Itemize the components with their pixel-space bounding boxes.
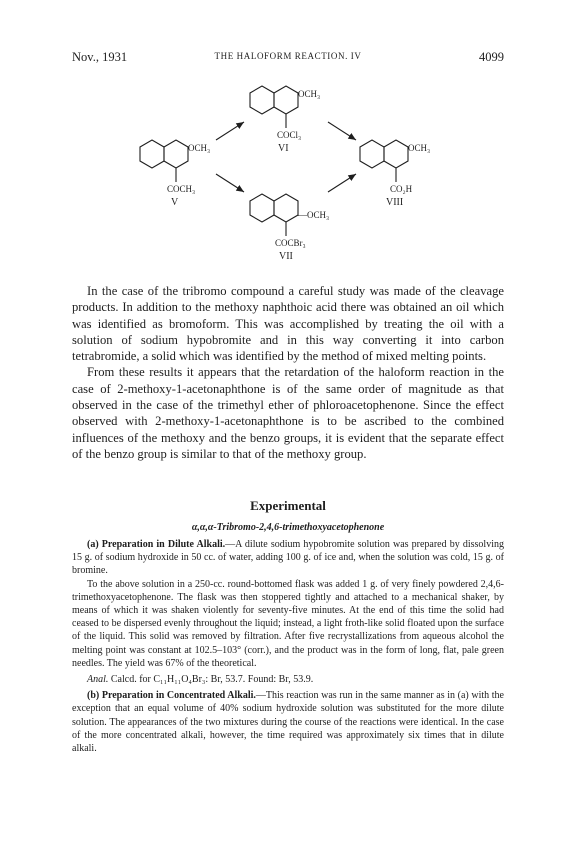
arrow-v-to-vii [216,174,244,192]
arrow-vi-to-viii [328,122,356,140]
arrow-v-to-vi [216,122,244,140]
reaction-scheme [120,82,460,274]
compound-viii-structure [360,140,408,182]
compound-v-acetyl: COCH₃ [167,184,196,194]
compound-vi-group: COCl₃ [277,130,302,140]
compound-viii-acid: CO₂H [390,184,413,194]
part-a-heading: (a) Preparation in Dilute Alkali. [87,539,226,550]
paragraph-bromoform: In the case of the tribromo compound a careful study was made of the cleavage products. In addition to the methoxy naphthoic acid there was obtained an oil which was identified as bromoform. This was accomplished by treating the oil with a solution of sodium hypobromite and in this way converting it into carbon tetrabromide, a solid which was identified by the method of mixed melting points. [72,284,504,364]
part-b-paragraph [72,689,504,755]
part-a-paragraph [72,538,504,578]
compound-vii-methoxy: —OCH₃ [298,210,330,220]
part-a-text: —A dilute sodium hypobromite solution was prepared by dissolving 15 g. of sodium hydroxide in 50 cc. of water, adding 100 g. of ice and, when the solution was cold, 15 g. of bromine. [72,539,504,577]
arrow-vii-to-viii [328,174,356,192]
part-b-heading: (b) Preparation in Concentrated Alkali. [87,690,256,702]
journal-date: Nov., 1931 [72,50,128,64]
compound-title: α,α,α-Tribromo-2,4,6-trimethoxyacetophenone [191,522,385,533]
experimental-section [72,498,504,755]
compound-v-methoxy: OCH₃ [188,143,211,153]
compound-vi-structure [250,86,298,128]
compound-vi-label: VI [278,143,289,154]
compound-viii-label: VIII [386,197,404,208]
analysis-label: Anal. [87,674,109,686]
analysis-line [72,673,504,686]
experimental-heading: Experimental [250,498,326,513]
part-b-text: —This reaction was run in the same manner as in (a) with the exception that an equal volume of 40% sodium hydroxide solution was substituted for the more dilute solution. The appearances of the two mixtures during the course of the reactions were identical. In the case of the more concentrated alkali, however, the time required was approximately six times that in dilute alkali. [72,690,504,755]
running-title: THE HALOFORM REACTION. IV [214,51,362,61]
discussion-section [72,283,504,462]
compound-v-label: V [171,197,179,208]
procedure-paragraph: To the above solution in a 250-cc. round-bottomed flask was added 1 g. of very finely powdered 2,4,6-trimethoxyacetophenone. The flask was then stoppered tightly and attached to a mechanical shaker, by means of which it was shaken violently for seventy-five minutes. At the end of this time the solid had ceased to be dispersed evenly throughout the liquid; instead, a light froth-like solid floated upon the surface of the liquid. This solid was removed by filtration. After five recrystallizations from aqueous alcohol the melting point was constant at 102.5–103° (corr.), and the product was in the form of long, flat, pale green needles. The yield was 67% of the theoretical. [72,578,504,669]
compound-viii-methoxy: OCH₃ [408,143,431,153]
compound-vii-label: VII [279,251,293,262]
compound-vii-structure [250,194,298,236]
paragraph-retardation: From these results it appears that the retardation of the haloform reaction in the case of 2-methoxy-1-acetonaphthone is of the same order of magnitude as that observed in the case of the trimethyl ether of phloroacetophenone. Since the effect observed with 2-methoxy-1-acetonaphthone is to be ascribed to the combined influences of the methoxy and the benzo groups, it is evident that the separate effect of the benzo group is similar to that of the methoxy group. [72,365,504,461]
analysis-text: Calcd. for C₁₁H₁₁O₄Br₃: Br, 53.7. Found: Br, 53.9. [108,674,314,686]
compound-vii-group: COCBr₃ [275,238,306,248]
compound-vi-methoxy: OCH₃ [298,89,321,99]
compound-v-structure [140,140,188,182]
page-number: 4099 [479,50,504,64]
page-header [72,50,504,68]
